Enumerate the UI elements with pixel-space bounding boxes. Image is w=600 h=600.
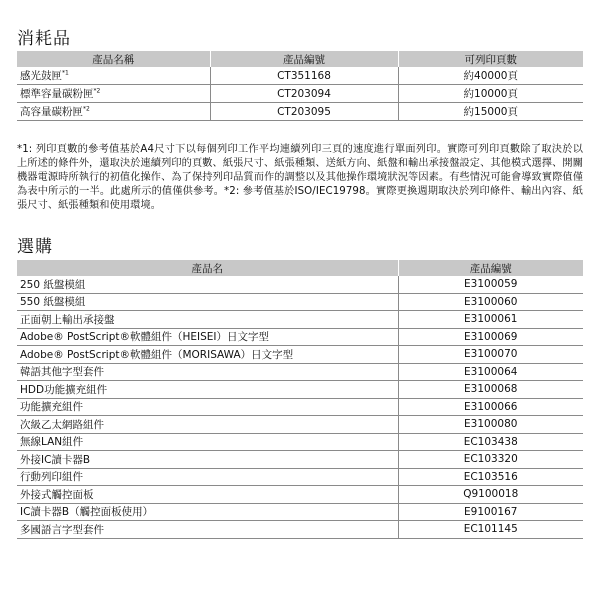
table-header-row <box>17 51 583 67</box>
table-row <box>17 398 583 416</box>
option-name: IC讀卡器B（觸控面板使用） <box>17 503 398 521</box>
table-row <box>17 346 583 364</box>
option-code: E3100061 <box>398 311 583 329</box>
table-row <box>17 521 583 539</box>
option-name: 次級乙太網路組件 <box>17 416 398 434</box>
table-row <box>17 276 583 293</box>
page-yield: 約10000頁 <box>398 85 583 103</box>
table-row <box>17 416 583 434</box>
option-code: E3100060 <box>398 293 583 311</box>
option-code: E3100069 <box>398 328 583 346</box>
table-row <box>17 293 583 311</box>
table-row <box>17 85 583 103</box>
product-name: 感光鼓匣 <box>20 70 62 82</box>
table-row <box>17 103 583 121</box>
table-row <box>17 363 583 381</box>
product-name-cell <box>17 103 210 121</box>
header-yield: 可列印頁數 <box>398 51 583 67</box>
consumables-title: 消耗品 <box>17 29 71 49</box>
header-product-name: 產品名 <box>17 260 398 276</box>
page-yield: 約15000頁 <box>398 103 583 121</box>
table-row <box>17 311 583 329</box>
option-name: Adobe® PostScript®軟體組件（MORISAWA）日文字型 <box>17 346 398 364</box>
table-row <box>17 381 583 399</box>
footnote-mark: *2 <box>93 87 101 95</box>
option-code: E3100064 <box>398 363 583 381</box>
options-title: 選購 <box>17 237 53 257</box>
option-code: EC101145 <box>398 521 583 539</box>
option-name: 功能擴充組件 <box>17 398 398 416</box>
option-code: EC103516 <box>398 468 583 486</box>
product-name-cell <box>17 85 210 103</box>
option-name: 多國語言字型套件 <box>17 521 398 539</box>
option-code: E3100080 <box>398 416 583 434</box>
option-code: Q9100018 <box>398 486 583 504</box>
table-row <box>17 451 583 469</box>
footnote-mark: *2 <box>83 105 90 113</box>
option-code: E3100059 <box>398 276 583 293</box>
footnote-mark: *1 <box>62 69 69 77</box>
header-product-code: 產品編號 <box>398 260 583 276</box>
footnote-text: *1: 列印頁數的參考值基於A4尺寸下以每個列印工作平均連續列印三頁的速度進行單面列印。實際可列印頁數除了取決於以上所述的條件外，還取決於連續列印的頁數、紙張尺寸、紙張種類、送紙方向、紙盤和輸出承接盤設定、其他模式選擇、開關機器電源時所執行的初值化操作、為了保持列印品質而作的調整以及其他操作環境狀況等因素。有些情況可能會導致實際值僅為表中所示的一半。此處所示的值僅供參考。*2: 參考值基於ISO/IEC19798。實際更換週期取決於列印條件、輸出內容、紙張尺寸、紙張種類和使用環境。 <box>17 144 583 212</box>
product-name: 高容量碳粉匣 <box>20 106 83 118</box>
header-product-code: 產品編號 <box>210 51 398 67</box>
product-name: 標準容量碳粉匣 <box>20 88 94 100</box>
table-header-row <box>17 260 583 276</box>
option-name: 行動列印組件 <box>17 468 398 486</box>
option-name: 無線LAN組件 <box>17 433 398 451</box>
product-name-cell <box>17 67 210 85</box>
table-row <box>17 486 583 504</box>
option-name: Adobe® PostScript®軟體組件（HEISEI）日文字型 <box>17 328 398 346</box>
table-row <box>17 433 583 451</box>
consumables-table <box>17 51 583 121</box>
option-name: 外接式觸控面板 <box>17 486 398 504</box>
option-name: HDD功能擴充組件 <box>17 381 398 399</box>
option-code: E9100167 <box>398 503 583 521</box>
option-code: EC103438 <box>398 433 583 451</box>
option-code: E3100066 <box>398 398 583 416</box>
option-name: 正面朝上輸出承接盤 <box>17 311 398 329</box>
option-code: EC103320 <box>398 451 583 469</box>
table-row <box>17 67 583 85</box>
option-name: 250 紙盤模組 <box>17 276 398 293</box>
product-code: CT351168 <box>210 67 398 85</box>
option-name: 外接IC讀卡器B <box>17 451 398 469</box>
table-row <box>17 328 583 346</box>
options-table <box>17 260 583 539</box>
header-product-name: 產品名稱 <box>17 51 210 67</box>
table-row <box>17 468 583 486</box>
table-row <box>17 503 583 521</box>
option-name: 550 紙盤模組 <box>17 293 398 311</box>
option-name: 韓語其他字型套件 <box>17 363 398 381</box>
product-code: CT203094 <box>210 85 398 103</box>
option-code: E3100070 <box>398 346 583 364</box>
product-code: CT203095 <box>210 103 398 121</box>
option-code: E3100068 <box>398 381 583 399</box>
page-yield: 約40000頁 <box>398 67 583 85</box>
